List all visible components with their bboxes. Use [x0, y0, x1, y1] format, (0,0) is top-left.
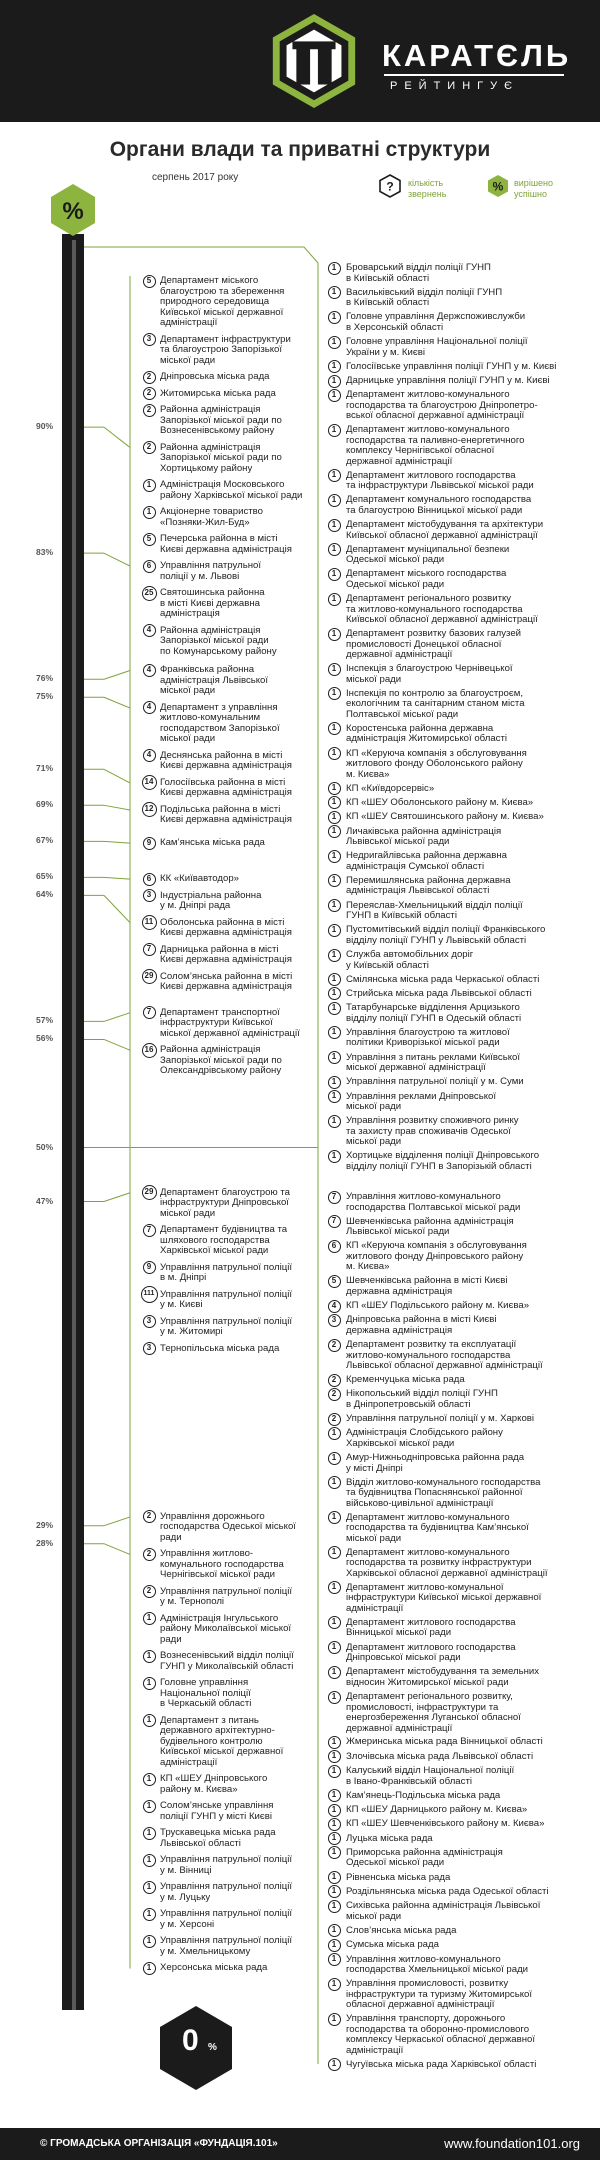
left-count-badge: 25 [142, 586, 157, 601]
right-entity-label: Личаківська районна адміністрація Львівської міської ради [346, 825, 502, 848]
right-entity-label: КП «ШЕУ Святошинського району м. Києва» [346, 811, 544, 823]
right-count-badge: 3 [328, 1314, 341, 1327]
footer-bar [0, 2128, 600, 2160]
right-entity-label: Управління реклами Дніпровської міської ради [346, 1090, 497, 1113]
right-count-badge: 1 [328, 850, 341, 863]
right-count-badge: 1 [328, 1427, 341, 1440]
left-count-badge: 6 [143, 873, 156, 886]
right-entity-label: Управління патрульної поліції у м. Суми [346, 1076, 524, 1088]
right-count-badge: 1 [328, 1641, 341, 1654]
right-entity-label: КП «Київдорсервіс» [346, 782, 435, 794]
left-count-badge: 2 [143, 1548, 156, 1561]
right-entity-label: Департамент житлового господарства Вінницької міської ради [346, 1616, 516, 1639]
percent-tick-label: 69% [36, 799, 54, 810]
left-count-badge: 6 [143, 560, 156, 573]
scale-bottom-symbol: % [208, 2042, 217, 2053]
right-entity-label: Жмеринська міська рада Вінницької області [346, 1736, 543, 1748]
right-entity-label: Департамент регіонального розвитку, промисловості, інфраструктури та енергозбереження Луганської обласної державної адміністрації [346, 1691, 521, 1734]
right-count-badge: 1 [328, 796, 341, 809]
right-count-badge: 1 [328, 424, 341, 437]
right-count-badge: 1 [328, 1789, 341, 1802]
right-count-badge: 1 [328, 2058, 341, 2071]
left-entity-label: Департамент міського благоустрою та збереження природного середовища Київської міської державної адміністрації [160, 275, 285, 328]
left-entity-label: Управління патрульної поліції у м. Тернополі [160, 1585, 293, 1608]
legend-count-label: кількість звернень [408, 178, 447, 199]
left-connector [104, 1039, 130, 1050]
left-entity-label: Святошинська районна в місті Києві державна адміністрація [160, 587, 265, 619]
left-entity-label: Адміністрація Московського району Харківської міської ради [160, 479, 303, 501]
right-count-badge: 1 [328, 1511, 341, 1524]
left-entity-label: Районна адміністрація Запорізької міської ради по Хортицькому району [160, 441, 282, 474]
left-count-badge: 14 [142, 775, 157, 790]
right-count-badge: 2 [328, 1374, 341, 1387]
right-entity-label: Департамент муніципальної безпеки Одеської міської ради [346, 543, 510, 566]
right-entity-label: Рівненська міська рада [346, 1871, 451, 1883]
left-connector [104, 553, 130, 566]
left-count-badge: 1 [143, 1854, 156, 1867]
right-count-badge: 1 [328, 924, 341, 937]
right-entity-label: Інспекція з благоустрою Чернівецької міської ради [346, 663, 513, 685]
right-entity-label: Шевченківська районна адміністрація Львівської міської ради [346, 1215, 514, 1238]
right-entity-label: Луцька міська рада [346, 1832, 433, 1844]
left-count-badge: 2 [143, 387, 156, 400]
left-count-badge: 5 [143, 533, 156, 546]
left-connector [104, 1544, 130, 1555]
right-count-badge: 2 [328, 1339, 341, 1352]
percent-tick-label: 47% [36, 1195, 54, 1206]
left-entity-label: Франківська районна адміністрація Львівської міської ради [160, 664, 269, 697]
right-entity-label: КП «ШЕУ Дарницького району м. Києва» [346, 1804, 528, 1816]
left-entity-label: Солом’янська районна в місті Києві державна адміністрація [160, 970, 293, 993]
left-connector [104, 427, 130, 447]
right-entity-label: Департамент розвитку та експлуатації житлово-комунального господарства Львівської обласної державної адміністрації [346, 1339, 543, 1372]
right-entity-label: Дніпровська районна в місті Києві державна адміністрація [346, 1314, 497, 1336]
right-entity-label: Васильківський відділ поліції ГУНП в Київській області [346, 286, 503, 309]
right-entity-label: Голосіївське управління поліції ГУНП у м. Києві [346, 360, 557, 372]
right-count-badge: 1 [328, 687, 341, 700]
right-count-badge: 1 [328, 1051, 341, 1064]
right-entity-label: Переяслав-Хмельницький відділ поліції ГУНП в Київській області [346, 899, 523, 922]
left-count-badge: 16 [142, 1043, 157, 1058]
right-entity-label: Стрийська міська рада Львівської області [346, 987, 532, 999]
right-entity-label: Сихівська районна адміністрація Львівської міської ради [346, 1900, 541, 1922]
legend-solved-symbol: % [492, 179, 504, 194]
right-count-badge: 1 [328, 1924, 341, 1937]
page-title: Органи влади та приватні структури [109, 138, 491, 161]
left-entity-label: Управління патрульної поліції у м. Херсоні [160, 1908, 293, 1930]
left-entity-label: Управління житлово- комунального господарства Чернігівської міської ради [160, 1548, 284, 1581]
right-count-badge: 1 [328, 1818, 341, 1831]
right-count-badge: 1 [328, 1115, 341, 1128]
right-entity-label: КП «ШЕУ Подільського району м. Києва» [346, 1300, 530, 1312]
left-entity-label: Управління патрульної поліції у м. Києві [160, 1288, 293, 1311]
right-entity-label: Департамент житлово-комунального господарства та благоустрою Дніпропетро- вської обласної державної адміністрації [346, 389, 538, 422]
left-count-badge: 4 [143, 664, 156, 677]
right-entity-label: Служба автомобільних доріг у Київській області [346, 949, 474, 971]
left-entity-label: Управління патрульної поліції в м. Дніпрі [160, 1261, 293, 1284]
left-entity-label: Солом’янське управління поліції ГУНП у місті Києві [160, 1800, 274, 1822]
right-count-badge: 1 [328, 543, 341, 556]
right-entity-label: Адміністрація Слобідського району Харківської міської ради [346, 1427, 503, 1449]
percent-tick-label: 28% [36, 1537, 54, 1548]
right-count-badge: 1 [328, 874, 341, 887]
right-count-badge: 1 [328, 722, 341, 735]
right-entity-label: Управління з питань реклами Київської міської державної адміністрації [346, 1051, 521, 1074]
left-connector [104, 1517, 130, 1526]
left-entity-label: Районна адміністрація Запорізької міської ради по Комунарському району [160, 624, 277, 657]
right-count-badge: 1 [328, 2013, 341, 2026]
left-entity-label: Індустріальна районна у м. Дніпрі рада [160, 889, 262, 912]
right-entity-label: Управління промисловості, розвитку інфраструктури та туризму Житомирської обласної державної адміністрації [346, 1978, 533, 2011]
right-entity-label: Управління житлово-комунального господарства Хмельницької міської ради [346, 1953, 529, 1976]
left-connector [104, 877, 130, 879]
left-entity-label: Департамент транспортної інфраструктури Київської міської державної адміністрації [160, 1006, 300, 1039]
right-count-badge: 1 [328, 1616, 341, 1629]
right-count-badge: 1 [328, 1002, 341, 1015]
right-count-badge: 4 [328, 1300, 341, 1313]
percent-tick-label: 50% [36, 1141, 54, 1152]
left-count-badge: 9 [143, 1261, 156, 1274]
right-entity-label: Департамент містобудування та архітектури Київської обласної державної адміністрації [346, 519, 544, 541]
right-count-badge: 1 [328, 311, 341, 324]
right-entity-label: Головне управління Національної поліції України у м. Києві [346, 336, 528, 358]
right-count-badge: 1 [328, 1452, 341, 1465]
left-entity-label: Подільська районна в місті Києві державна адміністрація [160, 803, 292, 826]
right-entity-label: Інспекція по контролю за благоустроєм, екологічним та санітарним станом міста Полтавської міської ради [346, 687, 525, 720]
left-count-badge: 3 [143, 889, 156, 902]
right-entity-label: Управління житлово-комунального господарства Полтавської міської ради [346, 1191, 521, 1213]
right-entity-label: Нікопольський відділ поліції ГУНП в Дніпропетровській області [346, 1388, 498, 1410]
left-count-badge: 7 [143, 943, 156, 956]
right-count-badge: 1 [328, 469, 341, 482]
right-entity-label: Кременчуцька міська рада [346, 1374, 465, 1386]
left-entity-label: Управління патрульної поліції у м. Вінниці [160, 1854, 293, 1876]
right-entity-label: Роздільнянська міська рада Одеської області [346, 1885, 549, 1897]
right-count-badge: 1 [328, 1871, 341, 1884]
right-count-badge: 1 [328, 389, 341, 402]
right-count-badge: 1 [328, 1666, 341, 1679]
right-count-badge: 1 [328, 1939, 341, 1952]
right-entity-label: КП «ШЕУ Оболонського району м. Києва» [346, 796, 534, 808]
left-connector [104, 841, 130, 843]
right-entity-label: Управління транспорту, дорожнього господарства та оборонно-промислового комплексу Черкаської обласної державної адміністрації [346, 2013, 536, 2056]
left-count-badge: 1 [143, 1714, 156, 1727]
right-count-badge: 1 [328, 1804, 341, 1817]
right-entity-label: Департамент комунального господарства та благоустрою Вінницької міської ради [346, 494, 532, 516]
right-count-badge: 1 [328, 1581, 341, 1594]
left-count-badge: 3 [143, 1315, 156, 1328]
right-count-badge: 1 [328, 1150, 341, 1163]
percent-tick-label: 75% [36, 691, 54, 702]
left-entity-label: Дніпровська міська рада [160, 371, 270, 382]
left-connector [104, 670, 130, 679]
left-entity-label: Печерська районна в місті Києві державна адміністрація [160, 533, 292, 555]
left-count-badge: 1 [143, 1773, 156, 1786]
left-entity-label: Акціонерне товариство «Позняки-Жил-Буд» [160, 506, 263, 528]
right-entity-label: КП «Керуюча компанія з обслуговування житлового фонду Оболонського району м. Києва» [346, 747, 527, 780]
brand-name: КАРАТЄЛЬ [382, 38, 572, 73]
right-entity-label: Пустомитівський відділ поліції Франківського відділу поліції ГУНП у Львівській області [346, 924, 546, 946]
left-count-badge: 2 [143, 404, 156, 417]
right-count-badge: 1 [328, 1765, 341, 1778]
left-count-badge: 7 [143, 1006, 156, 1019]
right-entity-label: Дарницьке управління поліції ГУНП у м. Києві [346, 375, 550, 387]
right-entity-label: Департамент розвитку базових галузей промисловості Донецької обласної державної адміністрації [346, 628, 522, 661]
left-entity-label: Департамент будівництва та шляхового господарства Харківської міської ради [160, 1224, 288, 1257]
left-entity-label: Житомирська міська рада [160, 387, 276, 399]
left-count-badge: 29 [142, 969, 157, 984]
left-count-badge: 2 [143, 1585, 156, 1598]
right-entity-label: Департамент житлового господарства та інфраструктури Львівської міської ради [346, 469, 534, 492]
left-entity-label: Тернопільська міська рада [160, 1342, 280, 1354]
right-count-badge: 6 [328, 1240, 341, 1253]
left-entity-label: Дарницька районна в місті Києві державна адміністрація [160, 943, 292, 966]
right-entity-label: Сумська міська рада [346, 1939, 439, 1951]
right-entity-label: КП «Керуюча компанія з обслуговування житлового фонду Дніпровського району м. Києва» [346, 1240, 527, 1273]
left-connector [104, 805, 130, 810]
right-count-badge: 1 [328, 899, 341, 912]
right-count-badge: 1 [328, 1953, 341, 1966]
percent-tick-label: 67% [36, 835, 54, 846]
right-count-badge: 1 [328, 262, 341, 275]
scale-top-symbol: % [62, 198, 84, 225]
right-entity-label: Управління розвитку споживчого ринку та захисту прав споживачів Одеської міської ради [346, 1115, 519, 1148]
left-entity-label: Департамент інфраструктури та благоустрою Запорізької міської ради [160, 333, 291, 366]
left-count-badge: 7 [143, 1224, 156, 1237]
right-count-badge: 1 [328, 1846, 341, 1859]
right-count-badge: 1 [328, 593, 341, 606]
right-entity-label: Управління благоустрою та житлової політики Криворізької міської ради [346, 1026, 510, 1049]
right-count-badge: 1 [328, 782, 341, 795]
right-count-badge: 7 [328, 1191, 341, 1204]
right-count-badge: 1 [328, 336, 341, 349]
right-entity-label: Департамент регіонального розвитку та житлово-комунального господарства Київської обласної державної адміністрації [346, 593, 538, 626]
right-entity-label: Департамент житлово-комунального господарства та розвитку інфраструктури Харківської обласної державної адміністрації [346, 1546, 548, 1579]
right-entity-label: Смілянська міська рада Черкаської області [346, 973, 540, 985]
left-entity-label: Кам’янська міська рада [160, 837, 265, 849]
right-entity-label: Чугуївська міська рада Харківської області [346, 2058, 537, 2070]
left-entity-label: Департамент з питань державного архітектурно- будівельного контролю Київської міської державної адміністрації [160, 1714, 284, 1768]
left-connector [104, 895, 130, 922]
left-count-badge: 1 [143, 1908, 156, 1921]
left-count-badge: 1 [143, 1935, 156, 1948]
left-count-badge: 111 [141, 1286, 158, 1303]
left-count-badge: 1 [143, 1827, 156, 1840]
right-entity-label: Броварський відділ поліції ГУНП в Київській області [346, 262, 491, 284]
report-date: серпень 2017 року [152, 172, 239, 183]
left-count-badge: 3 [143, 1342, 156, 1355]
right-count-badge: 1 [328, 494, 341, 507]
right-count-badge: 1 [328, 811, 341, 824]
left-entity-label: Херсонська міська рада [160, 1962, 268, 1974]
left-entity-label: Управління патрульної поліції у м. Житомирі [160, 1315, 293, 1338]
left-entity-label: Управління патрульної поліції у м. Львові [160, 560, 262, 582]
right-entity-label: Амур-Нижньодніпровська районна рада у місті Дніпрі [346, 1452, 525, 1474]
right-count-badge: 1 [328, 973, 341, 986]
right-count-badge: 1 [328, 628, 341, 641]
right-entity-label: Калуський відділ Національної поліції в Івано-Франківській області [346, 1765, 515, 1787]
right-entity-label: Департамент міського господарства Одеської міської ради [346, 568, 507, 590]
right-entity-label: Головне управління Держспоживслужби в Херсонській області [346, 311, 526, 333]
left-count-badge: 4 [143, 749, 156, 762]
left-entity-label: Вознесенівський відділ поліції ГУНП у Миколаївській області [160, 1650, 294, 1672]
percent-tick-label: 57% [36, 1015, 54, 1026]
left-entity-label: Департамент благоустрою та інфраструктури Дніпровської міської ради [160, 1186, 290, 1219]
left-count-badge: 1 [143, 479, 156, 492]
left-count-badge: 2 [143, 441, 156, 454]
left-count-badge: 1 [143, 1881, 156, 1894]
right-entity-label: Департамент містобудування та земельних відносин Житомирської міської ради [346, 1666, 540, 1688]
right-count-badge: 5 [328, 1275, 341, 1288]
left-connector [104, 697, 130, 708]
right-count-badge: 1 [328, 375, 341, 388]
left-count-badge: 5 [143, 275, 156, 288]
right-entity-label: КП «ШЕУ Шевченківського району м. Києва» [346, 1818, 545, 1830]
right-count-badge: 1 [328, 1026, 341, 1039]
right-count-badge: 1 [328, 663, 341, 676]
left-entity-label: Районна адміністрація Запорізької міської ради по Олександрівському району [160, 1044, 282, 1077]
left-count-badge: 1 [143, 1677, 156, 1690]
right-count-badge: 1 [328, 1978, 341, 1991]
right-count-badge: 1 [328, 1885, 341, 1898]
left-connector [104, 1013, 130, 1022]
left-count-badge: 4 [143, 701, 156, 714]
percent-tick-label: 65% [36, 871, 54, 882]
left-count-badge: 1 [143, 1962, 156, 1975]
right-count-badge: 1 [328, 1546, 341, 1559]
percent-tick-label: 56% [36, 1033, 54, 1044]
right-entity-label: Шевченківська районна в місті Києві державна адміністрація [346, 1275, 508, 1297]
right-entity-label: Перемишлянська районна державна адміністрація Львівської області [346, 874, 511, 897]
left-count-badge: 9 [143, 837, 156, 850]
left-entity-label: Оболонська районна в місті Києві державна адміністрація [160, 916, 292, 939]
right-count-badge: 7 [328, 1215, 341, 1228]
right-count-badge: 1 [328, 1750, 341, 1763]
brand-subtitle: РЕЙТИНГУЄ [390, 80, 519, 92]
right-entity-label: Департамент житлово-комунального господарства та будівництва Кам’янської міської ради [346, 1511, 529, 1544]
percent-scale-stripe [72, 240, 76, 2010]
right-count-badge: 2 [328, 1388, 341, 1401]
left-entity-label: Трускавецька міська рада Львівської області [160, 1827, 276, 1849]
left-count-badge: 1 [143, 1800, 156, 1813]
footer-copyright: © ГРОМАДСЬКА ОРГАНІЗАЦІЯ «ФУНДАЦІЯ.101» [40, 2138, 278, 2149]
right-count-badge: 1 [328, 1076, 341, 1089]
right-count-badge: 1 [328, 360, 341, 373]
right-entity-label: Департамент житлово-комунальної інфраструктури Київської міської державної адміністрації [346, 1581, 542, 1614]
left-entity-label: КП «ШЕУ Дніпровського району м. Києва» [160, 1773, 268, 1795]
left-entity-label: Адміністрація Інгульського району Миколаївської міської ради [160, 1612, 292, 1645]
left-entity-label: Головне управління Національної поліції в Черкаській області [160, 1677, 252, 1710]
left-entity-label: КК «Київавтодор» [160, 873, 240, 885]
left-connector [104, 769, 130, 783]
right-count-badge: 1 [328, 1691, 341, 1704]
right-count-badge: 1 [328, 987, 341, 1000]
right-entity-label: Хортицьке відділення поліції Дніпровського відділу поліції ГУНП в Запорізькій області [346, 1150, 540, 1172]
right-count-badge: 1 [328, 286, 341, 299]
left-count-badge: 11 [142, 915, 157, 930]
left-connector [104, 1193, 130, 1202]
left-entity-label: Управління дорожнього господарства Одеської міської ради [160, 1510, 296, 1543]
percent-tick-label: 29% [36, 1519, 54, 1530]
left-count-badge: 1 [143, 506, 156, 519]
left-count-badge: 29 [142, 1185, 157, 1200]
percent-tick-label: 83% [36, 547, 54, 558]
left-count-badge: 2 [143, 371, 156, 384]
left-count-badge: 1 [143, 1612, 156, 1625]
right-count-badge: 2 [328, 1413, 341, 1426]
percent-tick-label: 71% [36, 763, 54, 774]
left-entity-label: Деснянська районна в місті Києві державна адміністрація [160, 749, 292, 772]
legend-count-symbol: ? [386, 179, 394, 194]
right-entity-label: Відділ житлово-комунального господарства та будівництва Попаснянської районної військово-цивільної адміністрації [346, 1476, 541, 1509]
right-count-badge: 1 [328, 1476, 341, 1489]
right-entity-label: Департамент житлового господарства Дніпровської міської ради [346, 1641, 516, 1664]
left-count-badge: 12 [142, 802, 157, 817]
right-entity-label: Коростенська районна державна адміністрація Житомирської області [346, 722, 507, 745]
legend-solved-label: вирішено успішно [514, 178, 554, 199]
left-entity-label: Департамент з управління житлово-комунальним господарством Запорізької міської ради [160, 701, 280, 745]
right-entity-label: Управління патрульної поліції у м. Харкові [346, 1413, 535, 1425]
left-count-badge: 4 [143, 624, 156, 637]
right-count-badge: 1 [328, 519, 341, 532]
left-entity-label: Управління патрульної поліції у м. Луцьку [160, 1881, 293, 1903]
footer-website-link[interactable]: www.foundation101.org [444, 2136, 580, 2151]
left-count-badge: 2 [143, 1510, 156, 1523]
right-count-badge: 1 [328, 568, 341, 581]
right-count-badge: 1 [328, 1832, 341, 1845]
right-entity-label: Недригайлівська районна державна адміністрація Сумської області [346, 850, 507, 872]
left-count-badge: 1 [143, 1650, 156, 1663]
right-count-badge: 1 [328, 1736, 341, 1749]
percent-tick-label: 90% [36, 421, 54, 432]
right-entity-label: Злочівська міська рада Львівської області [346, 1750, 534, 1762]
left-entity-label: Управління патрульної поліції у м. Хмельницькому [160, 1935, 293, 1957]
right-entity-label: Татарбунарське відділення Арцизького відділу поліції ГУНП в Одеській області [346, 1002, 522, 1024]
right-count-badge: 1 [328, 1900, 341, 1913]
right-entity-label: Приморська районна адміністрація Одеської міської ради [346, 1846, 503, 1869]
left-count-badge: 3 [143, 333, 156, 346]
percent-tick-label: 76% [36, 673, 54, 684]
right-entity-label: Департамент житлово-комунального господарства та паливно-енергетичного комплексу Чернігівської обласної державної адміністрації [346, 424, 525, 467]
right-count-badge: 1 [328, 949, 341, 962]
right-entity-label: Слов’янська міська рада [346, 1924, 457, 1936]
scale-bottom-zero: 0 [182, 2024, 199, 2057]
right-entity-label: Кам’янець-Подільська міська рада [346, 1789, 501, 1801]
right-count-badge: 1 [328, 747, 341, 760]
right-count-badge: 1 [328, 825, 341, 838]
percent-tick-label: 64% [36, 889, 54, 900]
left-entity-label: Голосіївська районна в місті Києві державна адміністрація [160, 776, 292, 799]
right-count-badge: 1 [328, 1090, 341, 1103]
left-entity-label: Районна адміністрація Запорізької міської ради по Вознесенівському району [160, 404, 282, 436]
